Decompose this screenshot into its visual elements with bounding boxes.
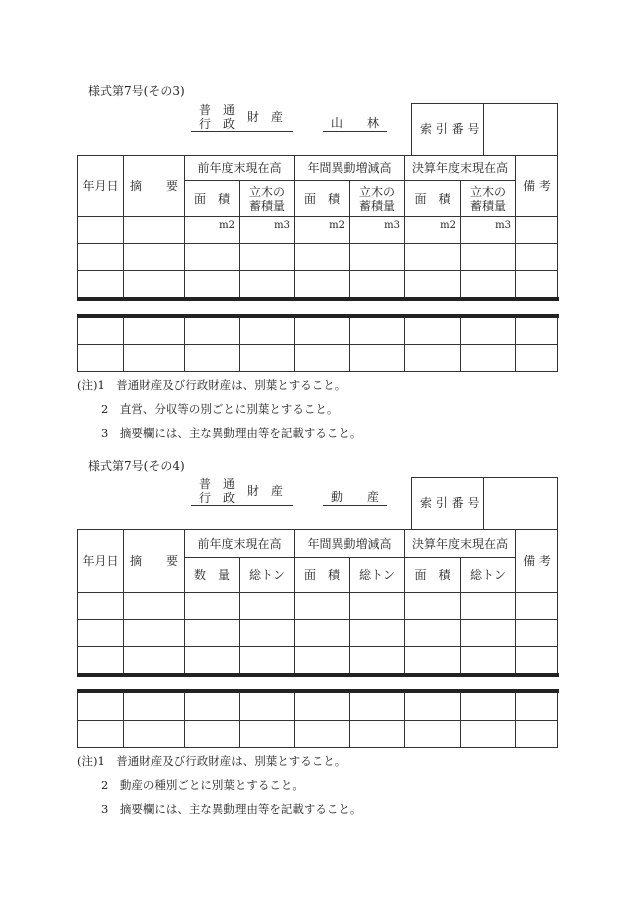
unit-m2: m2 xyxy=(329,220,345,231)
property-suffix: 財 産 xyxy=(247,110,284,124)
header-timber-line1: 立木の xyxy=(469,184,506,199)
header-area: 面 積 xyxy=(414,191,451,206)
header-year-end: 決算年度末現在高 xyxy=(411,161,508,175)
property-type-line1: 普 通 xyxy=(199,477,236,491)
header-date: 年月日 xyxy=(82,554,119,568)
unit-m3: m3 xyxy=(274,220,290,231)
header-timber-line2: 蓄積量 xyxy=(358,198,395,213)
header-timber-line2: 蓄積量 xyxy=(248,198,285,213)
header-prev-year: 前年度末現在高 xyxy=(197,161,282,175)
note-1: (注)1 普通財産及び行政財産は、別葉とすること。 xyxy=(77,754,347,768)
note-1: (注)1 普通財産及び行政財産は、別葉とすること。 xyxy=(77,378,347,392)
header-summary: 摘 要 xyxy=(129,179,178,193)
form-number: 様式第7号(その4) xyxy=(88,459,185,473)
header-remarks: 備 考 xyxy=(523,554,551,568)
header-quantity: 数 量 xyxy=(193,568,230,582)
property-suffix: 財 産 xyxy=(247,484,284,498)
underline xyxy=(191,505,293,506)
header-summary: 摘 要 xyxy=(129,554,178,568)
header-remarks: 備 考 xyxy=(523,179,551,193)
note-3: 3 摘要欄には、主な異動理由等を記載すること。 xyxy=(101,426,362,440)
header-timber-volume xyxy=(461,181,515,216)
unit-m3: m3 xyxy=(495,220,511,231)
underline xyxy=(323,131,387,132)
property-category: 山 林 xyxy=(331,116,380,130)
property-type-line2: 行 政 xyxy=(199,117,236,131)
header-area: 面 積 xyxy=(193,191,230,206)
header-year-end: 決算年度末現在高 xyxy=(411,536,508,551)
header-area: 面 積 xyxy=(414,568,451,582)
header-annual-change: 年間異動増減高 xyxy=(307,161,392,175)
note-3: 3 摘要欄には、主な異動理由等を記載すること。 xyxy=(101,802,362,816)
unit-m2: m2 xyxy=(440,220,456,231)
header-gross-tonnage: 総トン xyxy=(248,568,285,582)
break-line xyxy=(77,673,559,677)
header-gross-tonnage: 総トン xyxy=(358,568,395,582)
index-number-label: 索 引 番 号 xyxy=(420,122,480,136)
note-2: 2 動産の種別ごとに別葉とすること。 xyxy=(101,778,304,792)
property-category: 動 産 xyxy=(331,490,380,504)
property-type-line1: 普 通 xyxy=(199,103,236,117)
header-timber-volume xyxy=(240,181,294,216)
index-number-field[interactable] xyxy=(484,104,557,155)
note-2: 2 直営、分収等の別ごとに別葉とすること。 xyxy=(101,402,339,416)
header-timber-line1: 立木の xyxy=(358,184,395,199)
index-number-label: 索 引 番 号 xyxy=(420,496,480,510)
header-prev-year: 前年度末現在高 xyxy=(197,536,282,551)
form-number: 様式第7号(その3) xyxy=(88,84,185,98)
property-type-line2: 行 政 xyxy=(199,491,236,505)
break-line xyxy=(77,297,559,301)
header-gross-tonnage: 総トン xyxy=(469,568,506,582)
header-annual-change: 年間異動増減高 xyxy=(307,536,392,551)
header-timber-volume xyxy=(350,181,404,216)
unit-m2: m2 xyxy=(219,220,235,231)
unit-m3: m3 xyxy=(384,220,400,231)
underline xyxy=(191,131,293,132)
index-number-field[interactable] xyxy=(484,478,557,529)
header-area: 面 積 xyxy=(303,191,340,206)
header-date: 年月日 xyxy=(82,179,119,193)
header-timber-line2: 蓄積量 xyxy=(469,198,506,213)
header-area: 面 積 xyxy=(303,568,340,582)
header-timber-line1: 立木の xyxy=(248,184,285,199)
underline xyxy=(323,505,387,506)
